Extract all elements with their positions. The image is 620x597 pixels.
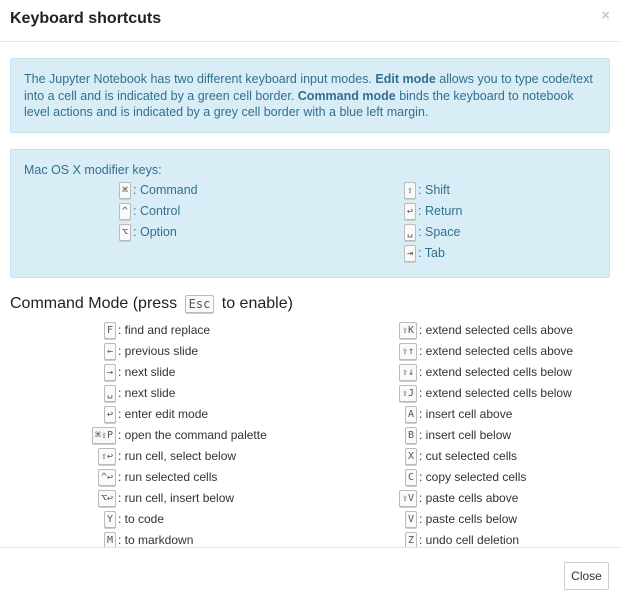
shortcut-label: : run selected cells: [118, 470, 218, 484]
shortcut-label: : undo cell deletion: [419, 533, 520, 547]
dialog-body: [0, 43, 620, 547]
mac-key-row: [404, 243, 445, 263]
key-icon: V: [405, 511, 417, 528]
key-icon: ⇧K: [399, 322, 417, 339]
mac-key-label: : Space: [418, 225, 461, 239]
shortcut-label: : to markdown: [118, 533, 194, 547]
key-icon: A: [405, 406, 417, 423]
mac-key-label: : Command: [133, 183, 198, 197]
shortcut-label: : paste cells below: [419, 512, 518, 526]
mac-key-label: : Tab: [418, 246, 445, 260]
key-icon: ⇧↑: [399, 343, 417, 360]
shortcut-label: : paste cells above: [419, 491, 519, 505]
dialog-footer: [0, 547, 620, 597]
shortcut-label: : cut selected cells: [419, 449, 518, 463]
shortcut-keys: [0, 425, 419, 446]
mac-key-row: [404, 222, 460, 242]
shift-key-icon: ⇧: [404, 182, 416, 199]
key-icon: ⇧↓: [399, 364, 417, 381]
shortcut-keys: [0, 341, 419, 362]
shortcut-label: : next slide: [118, 365, 176, 379]
dialog-header: [0, 0, 620, 42]
key-icon: ␣: [104, 385, 116, 402]
intro-text-3: binds the keyboard to notebook level actions and is indicated by a grey cell border with a blue left margin.: [24, 88, 574, 119]
key-icon: →: [104, 364, 116, 381]
mac-key-label: : Option: [133, 225, 177, 239]
shortcut-label: : next slide: [118, 386, 176, 400]
mac-modifier-keys-alert: [10, 149, 610, 278]
shortcut-keys: [0, 404, 419, 425]
shortcut-row: [0, 509, 517, 530]
key-icon: ⇧↩: [98, 448, 116, 465]
close-button[interactable]: Close: [564, 562, 609, 590]
shortcut-keys: [0, 467, 419, 488]
option-key-icon: ⌥: [119, 224, 131, 241]
key-icon: Y: [104, 511, 116, 528]
key-icon: ←: [104, 343, 116, 360]
edit-mode-term: Edit mode: [375, 72, 436, 86]
close-icon[interactable]: ×: [601, 7, 610, 24]
modes-info-alert: [10, 58, 610, 133]
mac-key-row: [119, 201, 180, 221]
return-key-icon: ↩: [404, 203, 416, 220]
shortcut-row: [0, 446, 517, 467]
key-icon: C: [405, 469, 417, 486]
mac-key-row: [404, 180, 450, 200]
key-icon: B: [405, 427, 417, 444]
key-icon: ⇧V: [399, 490, 417, 507]
shortcut-label: : extend selected cells above: [419, 344, 574, 358]
mac-keys-title: Mac OS X modifier keys:: [24, 163, 162, 177]
shortcut-label: : copy selected cells: [419, 470, 527, 484]
space-key-icon: ␣: [404, 224, 416, 241]
shortcut-label: : insert cell above: [419, 407, 513, 421]
shortcut-label: : insert cell below: [419, 428, 512, 442]
heading-text-pre: Command Mode (press: [10, 295, 178, 313]
shortcut-row: [0, 383, 572, 404]
shortcut-label: : to code: [118, 512, 165, 526]
shortcut-label: : enter edit mode: [118, 407, 209, 421]
shortcut-label: : run cell, insert below: [118, 491, 235, 505]
tab-key-icon: ⇥: [404, 245, 416, 262]
key-icon: ↩: [104, 406, 116, 423]
intro-text-1: The Jupyter Notebook has two different keyboard input modes.: [24, 72, 376, 86]
key-icon: Z: [405, 532, 417, 547]
key-icon: ^↩: [98, 469, 116, 486]
key-icon: F: [104, 322, 116, 339]
mac-key-label: : Shift: [418, 183, 450, 197]
shortcut-keys: [0, 530, 419, 547]
mac-key-row: [119, 222, 177, 242]
shortcut-row: [0, 341, 573, 362]
shortcut-row: [0, 488, 518, 509]
shortcut-label: : open the command palette: [118, 428, 267, 442]
shortcut-label: : previous slide: [118, 344, 199, 358]
command-mode-term: Command mode: [297, 88, 396, 103]
shortcut-keys: [0, 362, 419, 383]
esc-key-icon: Esc: [185, 295, 215, 313]
shortcut-label: : run cell, select below: [118, 449, 237, 463]
shortcut-row: [0, 362, 572, 383]
shortcut-row: [0, 425, 511, 446]
key-icon: ⌥↩: [98, 490, 116, 507]
command-mode-heading: [10, 295, 293, 313]
shortcut-keys: [0, 488, 419, 509]
shortcut-keys: [0, 320, 419, 341]
intro-text-2: allows you to type code/text into a cell and is indicated by a green cell border.: [24, 72, 593, 103]
key-icon: ⌘⇧P: [92, 427, 116, 444]
shortcut-keys: [0, 509, 419, 530]
shortcut-keys: [0, 383, 419, 404]
key-icon: X: [405, 448, 417, 465]
shortcut-row: [0, 404, 512, 425]
key-icon: M: [104, 532, 116, 547]
shortcut-row: [0, 320, 573, 341]
shortcut-label: : extend selected cells above: [419, 323, 574, 337]
mac-key-row: [404, 201, 463, 221]
shortcut-row: [0, 530, 519, 547]
command-key-icon: ⌘: [119, 182, 131, 199]
heading-text-post: to enable): [221, 295, 293, 313]
shortcut-keys: [0, 446, 419, 467]
shortcut-label: : extend selected cells below: [419, 365, 572, 379]
key-icon: ⇧J: [399, 385, 417, 402]
shortcut-row: [0, 467, 526, 488]
mac-key-row: [119, 180, 198, 200]
mac-key-label: : Return: [418, 204, 463, 218]
control-key-icon: ^: [119, 203, 131, 220]
mac-key-label: : Control: [133, 204, 181, 218]
dialog-title: Keyboard shortcuts: [10, 10, 162, 27]
shortcut-label: : extend selected cells below: [419, 386, 572, 400]
shortcut-label: : find and replace: [118, 323, 211, 337]
